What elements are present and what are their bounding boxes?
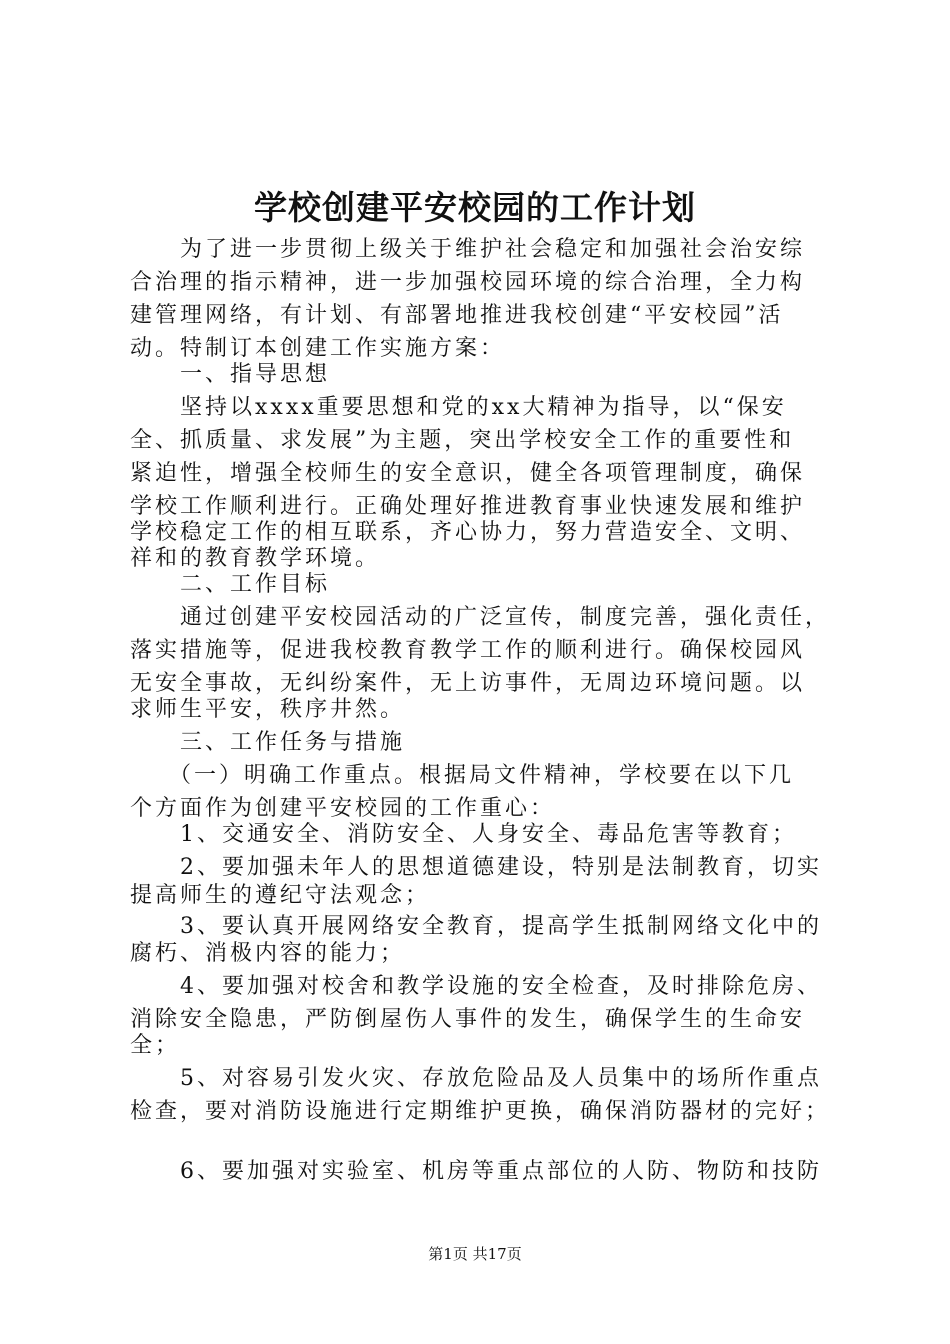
section-heading: 二、工作目标: [130, 572, 331, 597]
section-heading: 一、指导思想: [130, 362, 331, 387]
body-line: 合治理的指示精神，进一步加强校园环境的综合治理，全力构: [130, 270, 806, 295]
list-item: 全；: [130, 1033, 181, 1058]
section-heading: 三、工作任务与措施: [130, 730, 406, 755]
body-line: 学校工作顺利进行。正确处理好推进教育事业快速发展和维护: [130, 494, 806, 519]
list-item: 4、要加强对校舍和教学设施的安全检查，及时排除危房、: [130, 974, 822, 999]
list-item: 提高师生的遵纪守法观念；: [130, 883, 431, 908]
list-item: 检查，要对消防设施进行定期维护更换，确保消防器材的完好；: [130, 1099, 831, 1124]
body-line: 落实措施等，促进我校教育教学工作的顺利进行。确保校园风: [130, 638, 806, 663]
body-line: 学校稳定工作的相互联系，齐心协力，努力营造安全、文明、: [130, 520, 806, 545]
page-number: 第1页 共17页: [428, 1245, 522, 1263]
list-item: 消除安全隐患，严防倒屋伤人事件的发生，确保学生的生命安: [130, 1007, 806, 1032]
body-line: 求师生平安，秩序井然。: [130, 697, 406, 722]
list-item: 5、对容易引发火灾、存放危险品及人员集中的场所作重点: [130, 1066, 822, 1091]
list-item: 1、交通安全、消防安全、人身安全、毒品危害等教育；: [130, 822, 797, 847]
body-line: 紧迫性，增强全校师生的安全意识，健全各项管理制度，确保: [130, 461, 806, 486]
body-line: 动。特制订本创建工作实施方案：: [130, 336, 506, 361]
list-item: 6、要加强对实验室、机房等重点部位的人防、物防和技防: [130, 1159, 822, 1184]
body-line: 全、抓质量、求发展”为主题，突出学校安全工作的重要性和: [130, 428, 795, 453]
list-item: 3、要认真开展网络安全教育，提高学生抵制网络文化中的: [130, 914, 822, 939]
body-line: 祥和的教育教学环境。: [130, 546, 381, 571]
body-line: 坚持以xxxx重要思想和党的xx大精神为指导，以“保安: [130, 395, 787, 420]
body-line: 个方面作为创建平安校园的工作重心：: [130, 796, 556, 821]
body-line: 通过创建平安校园活动的广泛宣传，制度完善，强化责任，: [130, 605, 831, 630]
document-title: 学校创建平安校园的工作计划: [254, 188, 696, 227]
body-line: 无安全事故，无纠纷案件，无上访事件，无周边环境问题。以: [130, 671, 806, 696]
body-line: （一）明确工作重点。根据局文件精神，学校要在以下几: [130, 763, 795, 788]
body-line: 为了进一步贯彻上级关于维护社会稳定和加强社会治安综: [130, 237, 806, 262]
list-item: 腐朽、消极内容的能力；: [130, 941, 406, 966]
body-line: 建管理网络，有计划、有部署地推进我校创建“平安校园”活: [130, 303, 784, 328]
list-item: 2、要加强未年人的思想道德建设，特别是法制教育，切实: [130, 855, 822, 880]
